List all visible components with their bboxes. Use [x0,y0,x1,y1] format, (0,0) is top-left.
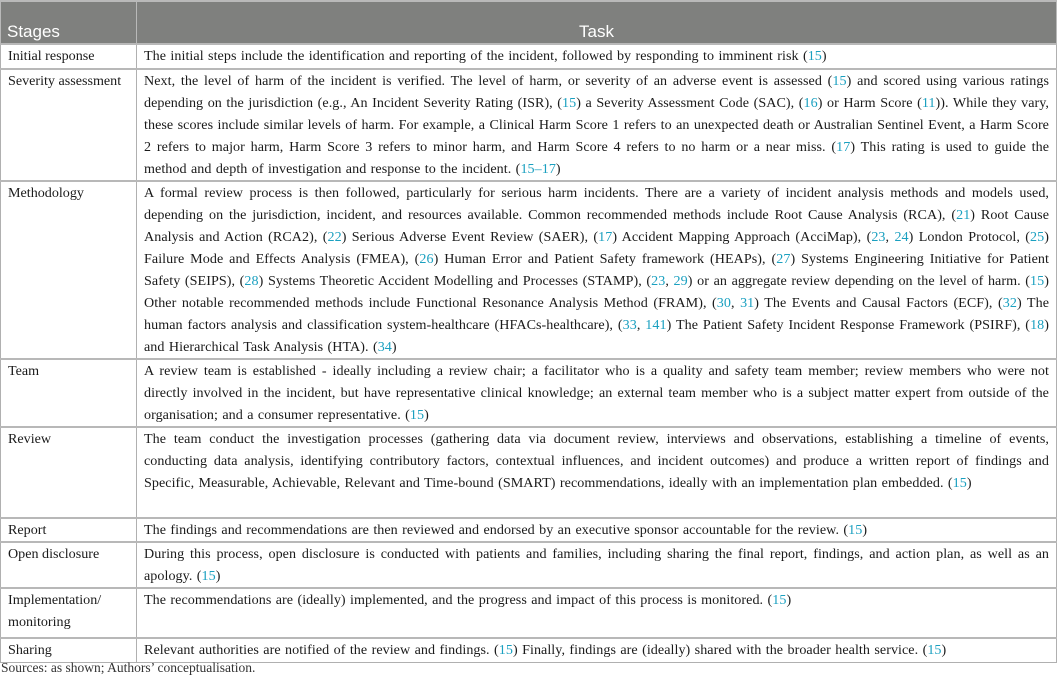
citation-link[interactable]: 28 [244,273,259,289]
task-text: , [885,229,895,245]
task-text: ) Serious Adverse Event Review (SAER), ( [341,229,599,245]
stage-cell: Open disclosure [1,542,137,588]
task-text: ) [941,642,947,658]
citation-link[interactable]: 15 [1030,273,1045,289]
citation-link[interactable]: 15 [832,73,847,89]
table-caption: Sources: as shown; Authors’ conceptualisation. [1,660,256,675]
task-text: ) and Hierarchical Task Analysis (HTA). ( [144,317,1050,355]
table-row [1,588,1057,638]
task-text: A formal review process is then followed, particularly for serious harm incidents. There are a variety of incident analysis methods and models used, depending on the jurisdiction, incident, and resources available. Common recommended methods include Root Cause Analysis (RCA), ( [144,185,1049,223]
task-text: )). While they vary, these scores include similar levels of harm. For example, a Clinical Harm Score 1 refers to an unexpected death or Australian Sentinel Event, a Harm Score 2 refers to major harm, Harm Score 3 refers to minor harm, and Harm Score 4 refers to no harm or a near miss. ( [144,95,1049,155]
task-text: , [730,295,741,311]
table-row [1,638,1057,662]
task-cell [137,44,1057,69]
citation-link[interactable]: 29 [673,273,688,289]
column-header-stages: Stages [1,1,137,44]
task-text: ) The Patient Safety Incident Response Framework (PSIRF), ( [666,317,1031,333]
citation-link[interactable]: 22 [327,229,342,245]
table-row [1,427,1057,518]
citation-link[interactable]: 17 [836,139,851,155]
task-text: ) Systems Engineering Initiative for Patient Safety (SEIPS), ( [144,251,1049,289]
table-row [1,542,1057,588]
task-cell [137,181,1057,359]
task-cell [137,518,1057,542]
task-text: The initial steps include the identification and reporting of the incident, followed by responding to imminent risk ( [144,48,808,64]
task-text: ) [786,592,792,608]
task-text: , [665,273,674,289]
citation-link[interactable]: 18 [1030,317,1045,333]
stage-cell: Severity assessment [1,69,137,181]
task-text: ) or an aggregate review depending on the level of harm. ( [687,273,1031,289]
task-text: ) [966,475,972,491]
task-text: , [636,317,646,333]
task-text: The recommendations are (ideally) implemented, and the progress and impact of this process is monitored. ( [144,592,773,608]
task-text: ) Accident Mapping Approach (AcciMap), ( [612,229,872,245]
task-text: ) This rating is used to guide the method and depth of investigation and response to the incident. ( [144,139,1050,177]
citation-link[interactable]: 15 [772,592,787,608]
stage-cell: Methodology [1,181,137,359]
citation-link[interactable]: 26 [419,251,434,267]
task-cell [137,638,1057,662]
stage-cell: Initial response [1,44,137,69]
citation-link[interactable]: 15 [848,522,863,538]
task-cell [137,542,1057,588]
task-text: The team conduct the investigation processes (gathering data via document review, interviews and observations, establishing a timeline of events, conducting data analysis, identifying contributory factors, contextual influences, and incident outcomes) and produce a written report of findings and Specific, Measurable, Achievable, Relevant and Time-bound (SMART) recommendations, ideally with an implementation plan embedded. ( [144,431,1049,491]
task-text: ) [821,48,827,64]
task-text: ) a Severity Assessment Code (SAC), ( [576,95,804,111]
task-text: ) [391,339,397,355]
stage-cell: Implementation/ monitoring [1,588,137,638]
citation-link[interactable]: 24 [894,229,909,245]
citation-link[interactable]: 15 [562,95,577,111]
stage-cell: Report [1,518,137,542]
citation-link[interactable]: 27 [776,251,791,267]
task-text: ) The Events and Causal Factors (ECF), ( [754,295,1003,311]
task-cell [137,69,1057,181]
task-text: Relevant authorities are notified of the review and findings. ( [144,642,499,658]
task-cell [137,588,1057,638]
table-body [1,44,1057,662]
task-text: ) or Harm Score ( [817,95,922,111]
citation-link[interactable]: 15 [952,475,967,491]
task-text: ) and scored using various ratings depending on the jurisdiction (e.g., An Incident Severity Rating (ISR), ( [144,73,1049,111]
citation-link[interactable]: 32 [1002,295,1017,311]
task-text: ) [555,161,561,177]
task-text: ) Systems Theoretic Accident Modelling and Processes (STAMP), ( [258,273,652,289]
citation-link[interactable]: 33 [622,317,637,333]
citation-link[interactable]: 31 [740,295,755,311]
citation-link[interactable]: 15 [927,642,942,658]
citation-link[interactable]: 15 [807,48,822,64]
table-row [1,69,1057,181]
citation-link[interactable]: 23 [871,229,886,245]
citation-link[interactable]: 141 [645,317,667,333]
stage-cell: Sharing [1,638,137,662]
citation-link[interactable]: 23 [651,273,666,289]
citation-link[interactable]: 15 [498,642,513,658]
task-cell [137,427,1057,518]
citation-link[interactable]: 11 [921,95,936,111]
stage-cell: Team [1,359,137,427]
task-text: ) [424,407,429,423]
citation-link[interactable]: 17 [598,229,613,245]
task-text: Next, the level of harm of the incident is verified. The level of harm, or severity of an adverse event is assessed ( [144,73,833,89]
citation-link[interactable]: 16 [803,95,818,111]
task-text: ) Finally, findings are (ideally) shared with the broader health service. ( [512,642,928,658]
citation-link[interactable]: 25 [1030,229,1045,245]
task-text: ) Root Cause Analysis and Action (RCA2), ( [144,207,1050,245]
task-text: ) [862,522,868,538]
task-text: ) The human factors analysis and classification system-healthcare (HFACs-healthcare), ( [144,295,1049,333]
citation-link[interactable]: 34 [377,339,392,355]
task-cell [137,359,1057,427]
task-text: ) London Protocol, ( [908,229,1031,245]
citation-link[interactable]: 15 [201,568,216,584]
table-row [1,44,1057,69]
task-text: ) [215,568,221,584]
task-text: ) Other notable recommended methods include Functional Resonance Analysis Method (FRAM), ( [144,273,1049,311]
task-text: ) Human Error and Patient Safety framework (HEAPs), ( [433,251,777,267]
citation-link[interactable]: 15–17 [520,161,556,177]
citation-link[interactable]: 21 [956,207,971,223]
citation-link[interactable]: 30 [716,295,731,311]
table-row [1,181,1057,359]
task-text: A review team is established - ideally including a review chair; a facilitator who is a quality and safety team member; review members who were not directly involved in the incident, but have representative clinical knowledge; an external team member who is a subject matter expert from outside of the organisation; and a consumer representative. ( [144,363,1049,423]
table-header-row [1,1,1057,44]
citation-link[interactable]: 15 [409,407,425,423]
task-text: ) Failure Mode and Effects Analysis (FMEA), ( [144,229,1049,267]
task-text: The findings and recommendations are then reviewed and endorsed by an executive sponsor accountable for the review. ( [144,522,849,538]
table-row [1,359,1057,427]
table-row [1,518,1057,542]
task-text: During this process, open disclosure is conducted with patients and families, including sharing the final report, findings, and action plan, as well as an apology. ( [144,546,1049,584]
stage-cell: Review [1,427,137,518]
column-header-task: Task [137,1,1057,44]
